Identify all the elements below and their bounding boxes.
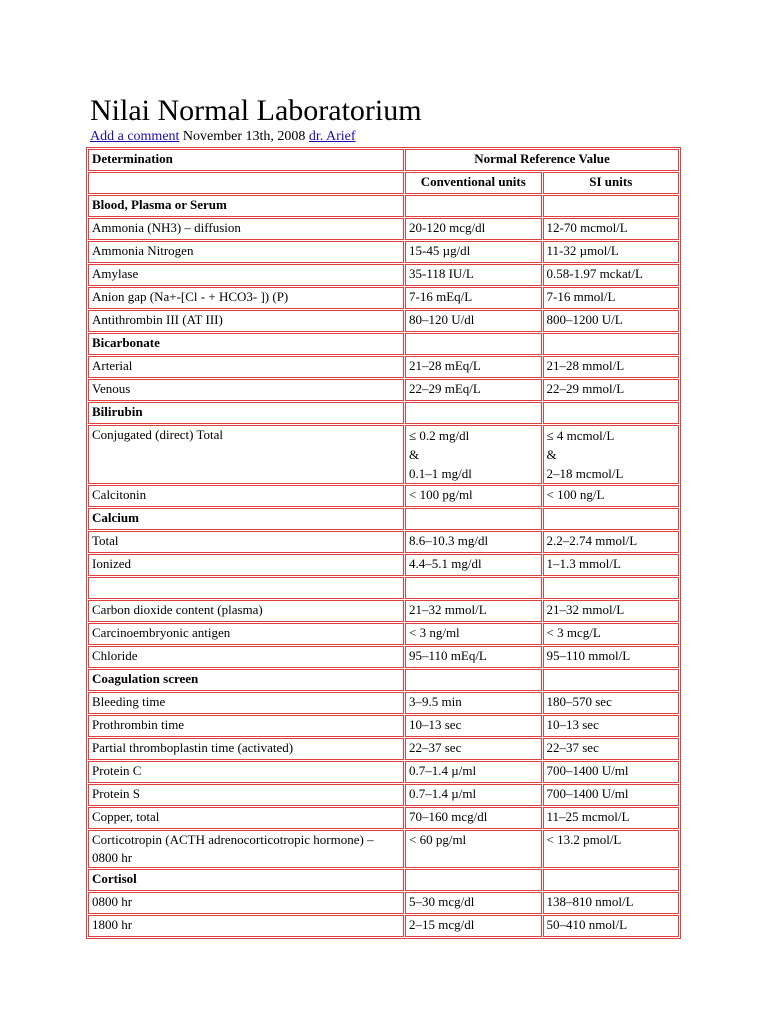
determination-cell: Prothrombin time — [88, 715, 404, 737]
determination-cell: Total — [88, 531, 404, 553]
conventional-value: 21–32 mmol/L — [405, 600, 542, 622]
conventional-value: 22–29 mEq/L — [405, 379, 542, 401]
conventional-value: < 3 ng/ml — [405, 623, 542, 645]
conventional-value: < 100 pg/ml — [405, 485, 542, 507]
table-row — [88, 600, 679, 622]
table-row — [88, 623, 679, 645]
post-meta — [90, 128, 356, 146]
section-row — [88, 402, 679, 424]
empty-cell — [405, 195, 542, 217]
blank-row — [88, 577, 679, 599]
determination-cell: Venous — [88, 379, 404, 401]
conventional-value: 4.4–5.1 mg/dl — [405, 554, 542, 576]
empty-cell — [405, 669, 542, 691]
section-row — [88, 508, 679, 530]
table-header-row-2 — [88, 172, 679, 194]
empty-cell — [405, 869, 542, 891]
section-label: Bilirubin — [88, 402, 404, 424]
conventional-value: 10–13 sec — [405, 715, 542, 737]
section-label: Calcium — [88, 508, 404, 530]
determination-cell: Conjugated (direct) Total — [88, 425, 404, 484]
table-row — [88, 485, 679, 507]
empty-cell — [405, 402, 542, 424]
table-row — [88, 761, 679, 783]
si-value: 11–25 mcmol/L — [543, 807, 680, 829]
si-value: 21–28 mmol/L — [543, 356, 680, 378]
determination-cell: Copper, total — [88, 807, 404, 829]
determination-cell: Chloride — [88, 646, 404, 668]
table-row — [88, 892, 679, 914]
si-value: 12-70 mcmol/L — [543, 218, 680, 240]
si-value: 700–1400 U/ml — [543, 784, 680, 806]
table-row — [88, 807, 679, 829]
determination-cell: Bleeding time — [88, 692, 404, 714]
determination-cell: Ammonia (NH3) – diffusion — [88, 218, 404, 240]
conventional-value: 20-120 mcg/dl — [405, 218, 542, 240]
conventional-value: 8.6–10.3 mg/dl — [405, 531, 542, 553]
conventional-value: 2–15 mcg/dl — [405, 915, 542, 937]
si-value: < 13.2 pmol/L — [543, 830, 680, 868]
determination-cell: 0800 hr — [88, 892, 404, 914]
table-header-row-1 — [88, 149, 679, 171]
value-line: & — [409, 447, 420, 462]
determination-cell: 1800 hr — [88, 915, 404, 937]
table-row — [88, 287, 679, 309]
value-line: 2–18 mcmol/L — [546, 466, 624, 481]
page-title: Nilai Normal Laboratorium — [90, 94, 422, 127]
section-label: Blood, Plasma or Serum — [88, 195, 404, 217]
table-row — [88, 425, 679, 484]
empty-cell — [405, 333, 542, 355]
conventional-value — [405, 425, 542, 484]
si-value: 7-16 mmol/L — [543, 287, 680, 309]
determination-cell: Antithrombin III (AT III) — [88, 310, 404, 332]
conventional-value: 95–110 mEq/L — [405, 646, 542, 668]
table-row — [88, 646, 679, 668]
table-row — [88, 830, 679, 868]
conventional-value: 21–28 mEq/L — [405, 356, 542, 378]
value-line: 0.1–1 mg/dl — [409, 466, 472, 481]
header-determination: Determination — [88, 149, 404, 171]
author-link[interactable]: dr. Arief — [308, 129, 356, 144]
si-value: 138–810 nmol/L — [543, 892, 680, 914]
empty-cell — [405, 577, 542, 599]
determination-cell: Ionized — [88, 554, 404, 576]
determination-cell: Protein C — [88, 761, 404, 783]
determination-cell: Calcitonin — [88, 485, 404, 507]
lab-values-table — [86, 147, 681, 939]
si-value — [543, 425, 680, 484]
si-value: 22–37 sec — [543, 738, 680, 760]
si-value: 21–32 mmol/L — [543, 600, 680, 622]
empty-cell — [543, 333, 680, 355]
table-row — [88, 915, 679, 937]
empty-cell — [543, 402, 680, 424]
header-si-units: SI units — [543, 172, 680, 194]
section-label: Cortisol — [88, 869, 404, 891]
determination-cell: Amylase — [88, 264, 404, 286]
determination-cell: Arterial — [88, 356, 404, 378]
si-value: 95–110 mmol/L — [543, 646, 680, 668]
determination-cell: Carcinoembryonic antigen — [88, 623, 404, 645]
table-row — [88, 241, 679, 263]
header-conventional-units: Conventional units — [405, 172, 542, 194]
si-value: < 3 mcg/L — [543, 623, 680, 645]
determination-cell: Carbon dioxide content (plasma) — [88, 600, 404, 622]
conventional-value: 5–30 mcg/dl — [405, 892, 542, 914]
table-row — [88, 218, 679, 240]
table-row — [88, 784, 679, 806]
si-value: 50–410 nmol/L — [543, 915, 680, 937]
si-value: 180–570 sec — [543, 692, 680, 714]
header-empty — [88, 172, 404, 194]
conventional-value: 35-118 IU/L — [405, 264, 542, 286]
add-comment-link[interactable]: Add a comment — [90, 129, 180, 144]
conventional-value: 22–37 sec — [405, 738, 542, 760]
si-value: 22–29 mmol/L — [543, 379, 680, 401]
table-row — [88, 379, 679, 401]
si-value: 1–1.3 mmol/L — [543, 554, 680, 576]
section-row — [88, 195, 679, 217]
si-value: 800–1200 U/L — [543, 310, 680, 332]
determination-cell: Ammonia Nitrogen — [88, 241, 404, 263]
lab-table-body — [88, 149, 679, 937]
value-line: ≤ 0.2 mg/dl — [409, 428, 470, 443]
conventional-value: 3–9.5 min — [405, 692, 542, 714]
empty-cell — [543, 669, 680, 691]
empty-cell — [543, 869, 680, 891]
value-line: ≤ 4 mcmol/L — [546, 428, 615, 443]
empty-cell — [405, 508, 542, 530]
empty-cell — [88, 577, 404, 599]
conventional-value: 15-45 µg/dl — [405, 241, 542, 263]
determination-cell: Partial thromboplastin time (activated) — [88, 738, 404, 760]
header-normal-reference: Normal Reference Value — [405, 149, 679, 171]
conventional-value: < 60 pg/ml — [405, 830, 542, 868]
si-value: 700–1400 U/ml — [543, 761, 680, 783]
section-label: Bicarbonate — [88, 333, 404, 355]
section-label: Coagulation screen — [88, 669, 404, 691]
si-value: 2.2–2.74 mmol/L — [543, 531, 680, 553]
empty-cell — [543, 195, 680, 217]
empty-cell — [543, 508, 680, 530]
determination-cell: Protein S — [88, 784, 404, 806]
conventional-value: 0.7–1.4 µ/ml — [405, 761, 542, 783]
table-row — [88, 264, 679, 286]
conventional-value: 0.7–1.4 µ/ml — [405, 784, 542, 806]
section-row — [88, 669, 679, 691]
si-value: 11-32 µmol/L — [543, 241, 680, 263]
si-value: < 100 ng/L — [543, 485, 680, 507]
table-row — [88, 692, 679, 714]
section-row — [88, 333, 679, 355]
table-row — [88, 554, 679, 576]
table-row — [88, 310, 679, 332]
conventional-value: 70–160 mcg/dl — [405, 807, 542, 829]
section-row — [88, 869, 679, 891]
conventional-value: 7-16 mEq/L — [405, 287, 542, 309]
value-line: & — [546, 447, 557, 462]
determination-cell: Anion gap (Na+-[Cl - + HCO3- ]) (P) — [88, 287, 404, 309]
post-date: November 13th, 2008 — [179, 129, 309, 144]
conventional-value: 80–120 U/dl — [405, 310, 542, 332]
table-row — [88, 715, 679, 737]
si-value: 0.58-1.97 mckat/L — [543, 264, 680, 286]
empty-cell — [543, 577, 680, 599]
table-row — [88, 531, 679, 553]
table-row — [88, 738, 679, 760]
table-row — [88, 356, 679, 378]
si-value: 10–13 sec — [543, 715, 680, 737]
determination-cell: Corticotropin (ACTH adrenocorticotropic hormone) – 0800 hr — [88, 830, 404, 868]
